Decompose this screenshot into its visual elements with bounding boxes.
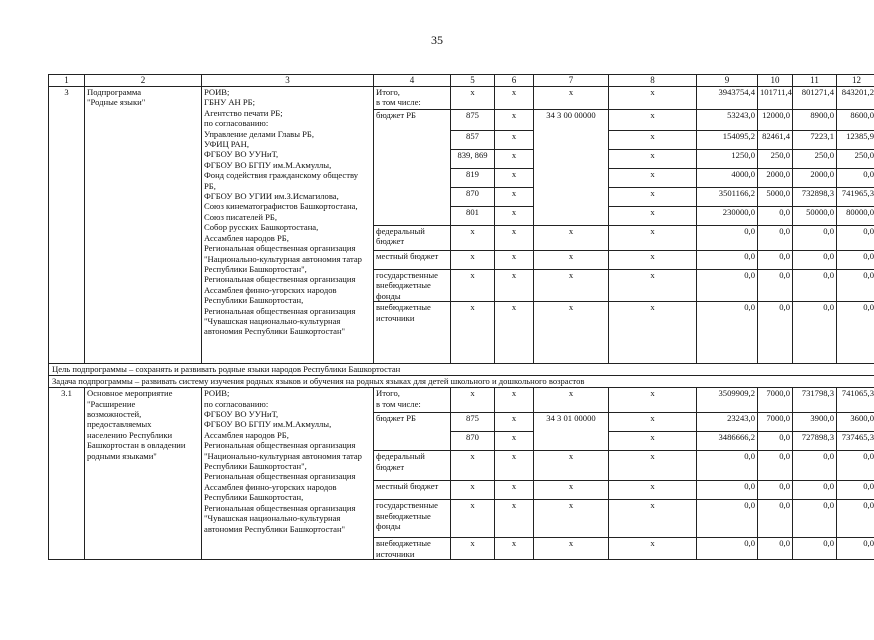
code-cell: 34 3 01 00000 (534, 413, 609, 451)
header-cell: 3 (202, 75, 374, 87)
code-cell: 870 (451, 188, 495, 207)
code-cell: x (451, 481, 495, 500)
code-cell: x (451, 500, 495, 538)
funding-source: федеральный бюджет (374, 226, 451, 251)
amount-cell: 12385,9 (837, 131, 874, 150)
funding-source: государственные внебюджетные фонды (374, 270, 451, 302)
code-cell: x (609, 150, 697, 169)
code-cell: x (495, 169, 534, 188)
code-cell: x (534, 388, 609, 413)
amount-cell: 250,0 (837, 150, 874, 169)
code-cell: x (534, 87, 609, 110)
amount-cell: 230000,0 (697, 207, 758, 226)
code-cell: x (609, 413, 697, 432)
amount-cell: 8600,0 (837, 110, 874, 131)
code-cell: x (495, 110, 534, 131)
amount-cell: 731798,3 (793, 388, 837, 413)
amount-cell: 0,0 (837, 169, 874, 188)
funding-source: местный бюджет (374, 481, 451, 500)
code-cell: x (609, 481, 697, 500)
amount-cell: 741965,3 (837, 188, 874, 207)
goal-row: Цель подпрограммы – сохранять и развивать родные языки народов Республики Башкортостан (49, 364, 874, 376)
code-cell: x (495, 451, 534, 481)
amount-cell: 7000,0 (758, 388, 793, 413)
code-cell: x (451, 87, 495, 110)
amount-cell: 0,0 (793, 500, 837, 538)
amount-cell: 0,0 (837, 302, 874, 364)
header-cell: 8 (609, 75, 697, 87)
amount-cell: 3600,0 (837, 413, 874, 432)
code-cell: x (534, 251, 609, 270)
amount-cell: 101711,4 (758, 87, 793, 110)
code-cell: x (609, 169, 697, 188)
code-cell: x (495, 87, 534, 110)
amount-cell: 0,0 (758, 302, 793, 364)
amount-cell: 0,0 (697, 226, 758, 251)
amount-cell: 250,0 (793, 150, 837, 169)
code-cell: x (495, 131, 534, 150)
code-cell: 839, 869 (451, 150, 495, 169)
amount-cell: 0,0 (793, 270, 837, 302)
executors-list: РОИВ; ГБНУ АН РБ; Агентство печати РБ; по согласованию: Управление делами Главы РБ, УФИЦ РАН, ФГБОУ ВО УУНиТ, ФГБОУ ВО БГПУ им.М.Акмуллы, Фонд содействия гражданскому обществу РБ, ФГБОУ ВО УГИИ им.З.Исмагилова, Союз кинематографистов Башкортостана, Союз писателей РБ, Собор русских Башкортостана, Ассамблея народов РБ, Региональная общественная организация "Национально-культурная автономия татар Республики Башкортостан", Региональная общественная организация Ассамблея финно-угорских народов Республики Башкортостан, Региональная общественная организация "Чувашская национально-культурная автономия Республики Башкортостан" (202, 87, 374, 364)
code-cell: x (495, 226, 534, 251)
amount-cell: 0,0 (837, 251, 874, 270)
code-cell: x (609, 500, 697, 538)
amount-cell: 0,0 (793, 538, 837, 560)
amount-cell: 0,0 (697, 538, 758, 560)
code-cell: x (495, 500, 534, 538)
amount-cell: 0,0 (793, 481, 837, 500)
code-cell: 857 (451, 131, 495, 150)
funding-source: федеральный бюджет (374, 451, 451, 481)
code-cell: x (609, 87, 697, 110)
table-row (49, 87, 874, 110)
code-cell: x (534, 538, 609, 560)
code-cell: x (495, 302, 534, 364)
funding-source: внебюджетные источники (374, 302, 451, 364)
code-cell: x (451, 451, 495, 481)
code-cell: 875 (451, 110, 495, 131)
code-cell: 34 3 00 00000 (534, 110, 609, 226)
amount-cell: 5000,0 (758, 188, 793, 207)
amount-cell: 737465,3 (837, 432, 874, 451)
funding-source: внебюджетные источники (374, 538, 451, 560)
code-cell: x (534, 451, 609, 481)
header-cell: 12 (837, 75, 874, 87)
code-cell: x (451, 302, 495, 364)
amount-cell: 0,0 (837, 500, 874, 538)
amount-cell: 0,0 (837, 270, 874, 302)
amount-cell: 0,0 (793, 251, 837, 270)
amount-cell: 0,0 (758, 481, 793, 500)
amount-cell: 250,0 (758, 150, 793, 169)
code-cell: x (495, 481, 534, 500)
row-number: 3.1 (49, 388, 85, 560)
amount-cell: 3486666,2 (697, 432, 758, 451)
funding-source: местный бюджет (374, 251, 451, 270)
code-cell: x (451, 270, 495, 302)
amount-cell: 801271,4 (793, 87, 837, 110)
header-cell: 7 (534, 75, 609, 87)
page-number: 35 (431, 33, 443, 47)
code-cell: x (609, 131, 697, 150)
amount-cell: 154095,2 (697, 131, 758, 150)
code-cell: x (495, 413, 534, 432)
code-cell: 875 (451, 413, 495, 432)
amount-cell: 12000,0 (758, 110, 793, 131)
amount-cell: 732898,3 (793, 188, 837, 207)
header-cell: 5 (451, 75, 495, 87)
code-cell: x (609, 451, 697, 481)
amount-cell: 53243,0 (697, 110, 758, 131)
amount-cell: 0,0 (758, 500, 793, 538)
code-cell: x (609, 188, 697, 207)
code-cell: x (609, 110, 697, 131)
amount-cell: 843201,2 (837, 87, 874, 110)
amount-cell: 82461,4 (758, 131, 793, 150)
amount-cell: 741065,3 (837, 388, 874, 413)
amount-cell: 0,0 (697, 451, 758, 481)
funding-source: Итого, в том числе: (374, 388, 451, 413)
amount-cell: 0,0 (758, 538, 793, 560)
funding-source: государственные внебюджетные фонды (374, 500, 451, 538)
row-number: 3 (49, 87, 85, 364)
code-cell: x (495, 538, 534, 560)
amount-cell: 0,0 (837, 538, 874, 560)
amount-cell: 8900,0 (793, 110, 837, 131)
measure-name: Подпрограмма "Родные языки" (85, 87, 202, 364)
header-cell: 10 (758, 75, 793, 87)
code-cell: x (495, 388, 534, 413)
table-row (49, 388, 874, 413)
code-cell: x (495, 270, 534, 302)
amount-cell: 0,0 (697, 481, 758, 500)
code-cell: x (609, 538, 697, 560)
header-cell: 2 (85, 75, 202, 87)
code-cell: x (451, 251, 495, 270)
amount-cell: 2000,0 (758, 169, 793, 188)
amount-cell: 0,0 (697, 251, 758, 270)
code-cell: x (495, 432, 534, 451)
amount-cell: 0,0 (758, 270, 793, 302)
funding-source: бюджет РБ (374, 110, 451, 226)
amount-cell: 0,0 (697, 270, 758, 302)
code-cell: x (609, 226, 697, 251)
header-cell: 4 (374, 75, 451, 87)
code-cell: x (451, 538, 495, 560)
code-cell: x (609, 251, 697, 270)
code-cell: x (451, 388, 495, 413)
amount-cell: 50000,0 (793, 207, 837, 226)
amount-cell: 0,0 (837, 451, 874, 481)
code-cell: x (495, 188, 534, 207)
code-cell: x (534, 500, 609, 538)
code-cell: x (609, 207, 697, 226)
amount-cell: 7000,0 (758, 413, 793, 432)
amount-cell: 0,0 (758, 432, 793, 451)
code-cell: x (495, 251, 534, 270)
code-cell: x (495, 207, 534, 226)
header-cell: 1 (49, 75, 85, 87)
amount-cell: 0,0 (793, 226, 837, 251)
amount-cell: 7223,1 (793, 131, 837, 150)
code-cell: x (609, 388, 697, 413)
code-cell: x (451, 226, 495, 251)
code-cell: x (534, 302, 609, 364)
code-cell: x (534, 270, 609, 302)
amount-cell: 3900,0 (793, 413, 837, 432)
amount-cell: 0,0 (697, 302, 758, 364)
amount-cell: 727898,3 (793, 432, 837, 451)
amount-cell: 0,0 (697, 500, 758, 538)
amount-cell: 0,0 (837, 226, 874, 251)
code-cell: x (609, 270, 697, 302)
executors-list: РОИВ; по согласованию: ФГБОУ ВО УУНиТ, ФГБОУ ВО БГПУ им.М.Акмуллы, Ассамблея народов РБ, Региональная общественная организация "Национально-культурная автономия татар Республики Башкортостан", Региональная общественная организация Ассамблея финно-угорских народов Республики Башкортостан, Региональная общественная организация "Чувашская национально-культурная автономия Республики Башкортостан" (202, 388, 374, 560)
header-cell: 9 (697, 75, 758, 87)
amount-cell: 3501166,2 (697, 188, 758, 207)
code-cell: x (534, 481, 609, 500)
code-cell: 819 (451, 169, 495, 188)
code-cell: x (609, 302, 697, 364)
amount-cell: 0,0 (793, 451, 837, 481)
code-cell: x (495, 150, 534, 169)
amount-cell: 3509909,2 (697, 388, 758, 413)
task-row: Задача подпрограммы – развивать систему изучения родных языков и обучения на родных языках для детей школьного и дошкольного возрастов (49, 376, 874, 388)
header-cell: 6 (495, 75, 534, 87)
amount-cell: 0,0 (758, 207, 793, 226)
amount-cell: 1250,0 (697, 150, 758, 169)
code-cell: 801 (451, 207, 495, 226)
funding-source: Итого, в том числе: (374, 87, 451, 110)
program-table (48, 74, 874, 560)
code-cell: x (609, 432, 697, 451)
amount-cell: 0,0 (758, 251, 793, 270)
amount-cell: 0,0 (793, 302, 837, 364)
measure-name: Основное мероприятие "Расширение возможностей, предоставляемых населению Республики Башкортостан в овладении родными языками" (85, 388, 202, 560)
amount-cell: 0,0 (758, 226, 793, 251)
header-cell: 11 (793, 75, 837, 87)
amount-cell: 0,0 (758, 451, 793, 481)
code-cell: x (534, 226, 609, 251)
amount-cell: 3943754,4 (697, 87, 758, 110)
amount-cell: 2000,0 (793, 169, 837, 188)
amount-cell: 80000,0 (837, 207, 874, 226)
amount-cell: 23243,0 (697, 413, 758, 432)
funding-source: бюджет РБ (374, 413, 451, 451)
amount-cell: 4000,0 (697, 169, 758, 188)
code-cell: 870 (451, 432, 495, 451)
amount-cell: 0,0 (837, 481, 874, 500)
